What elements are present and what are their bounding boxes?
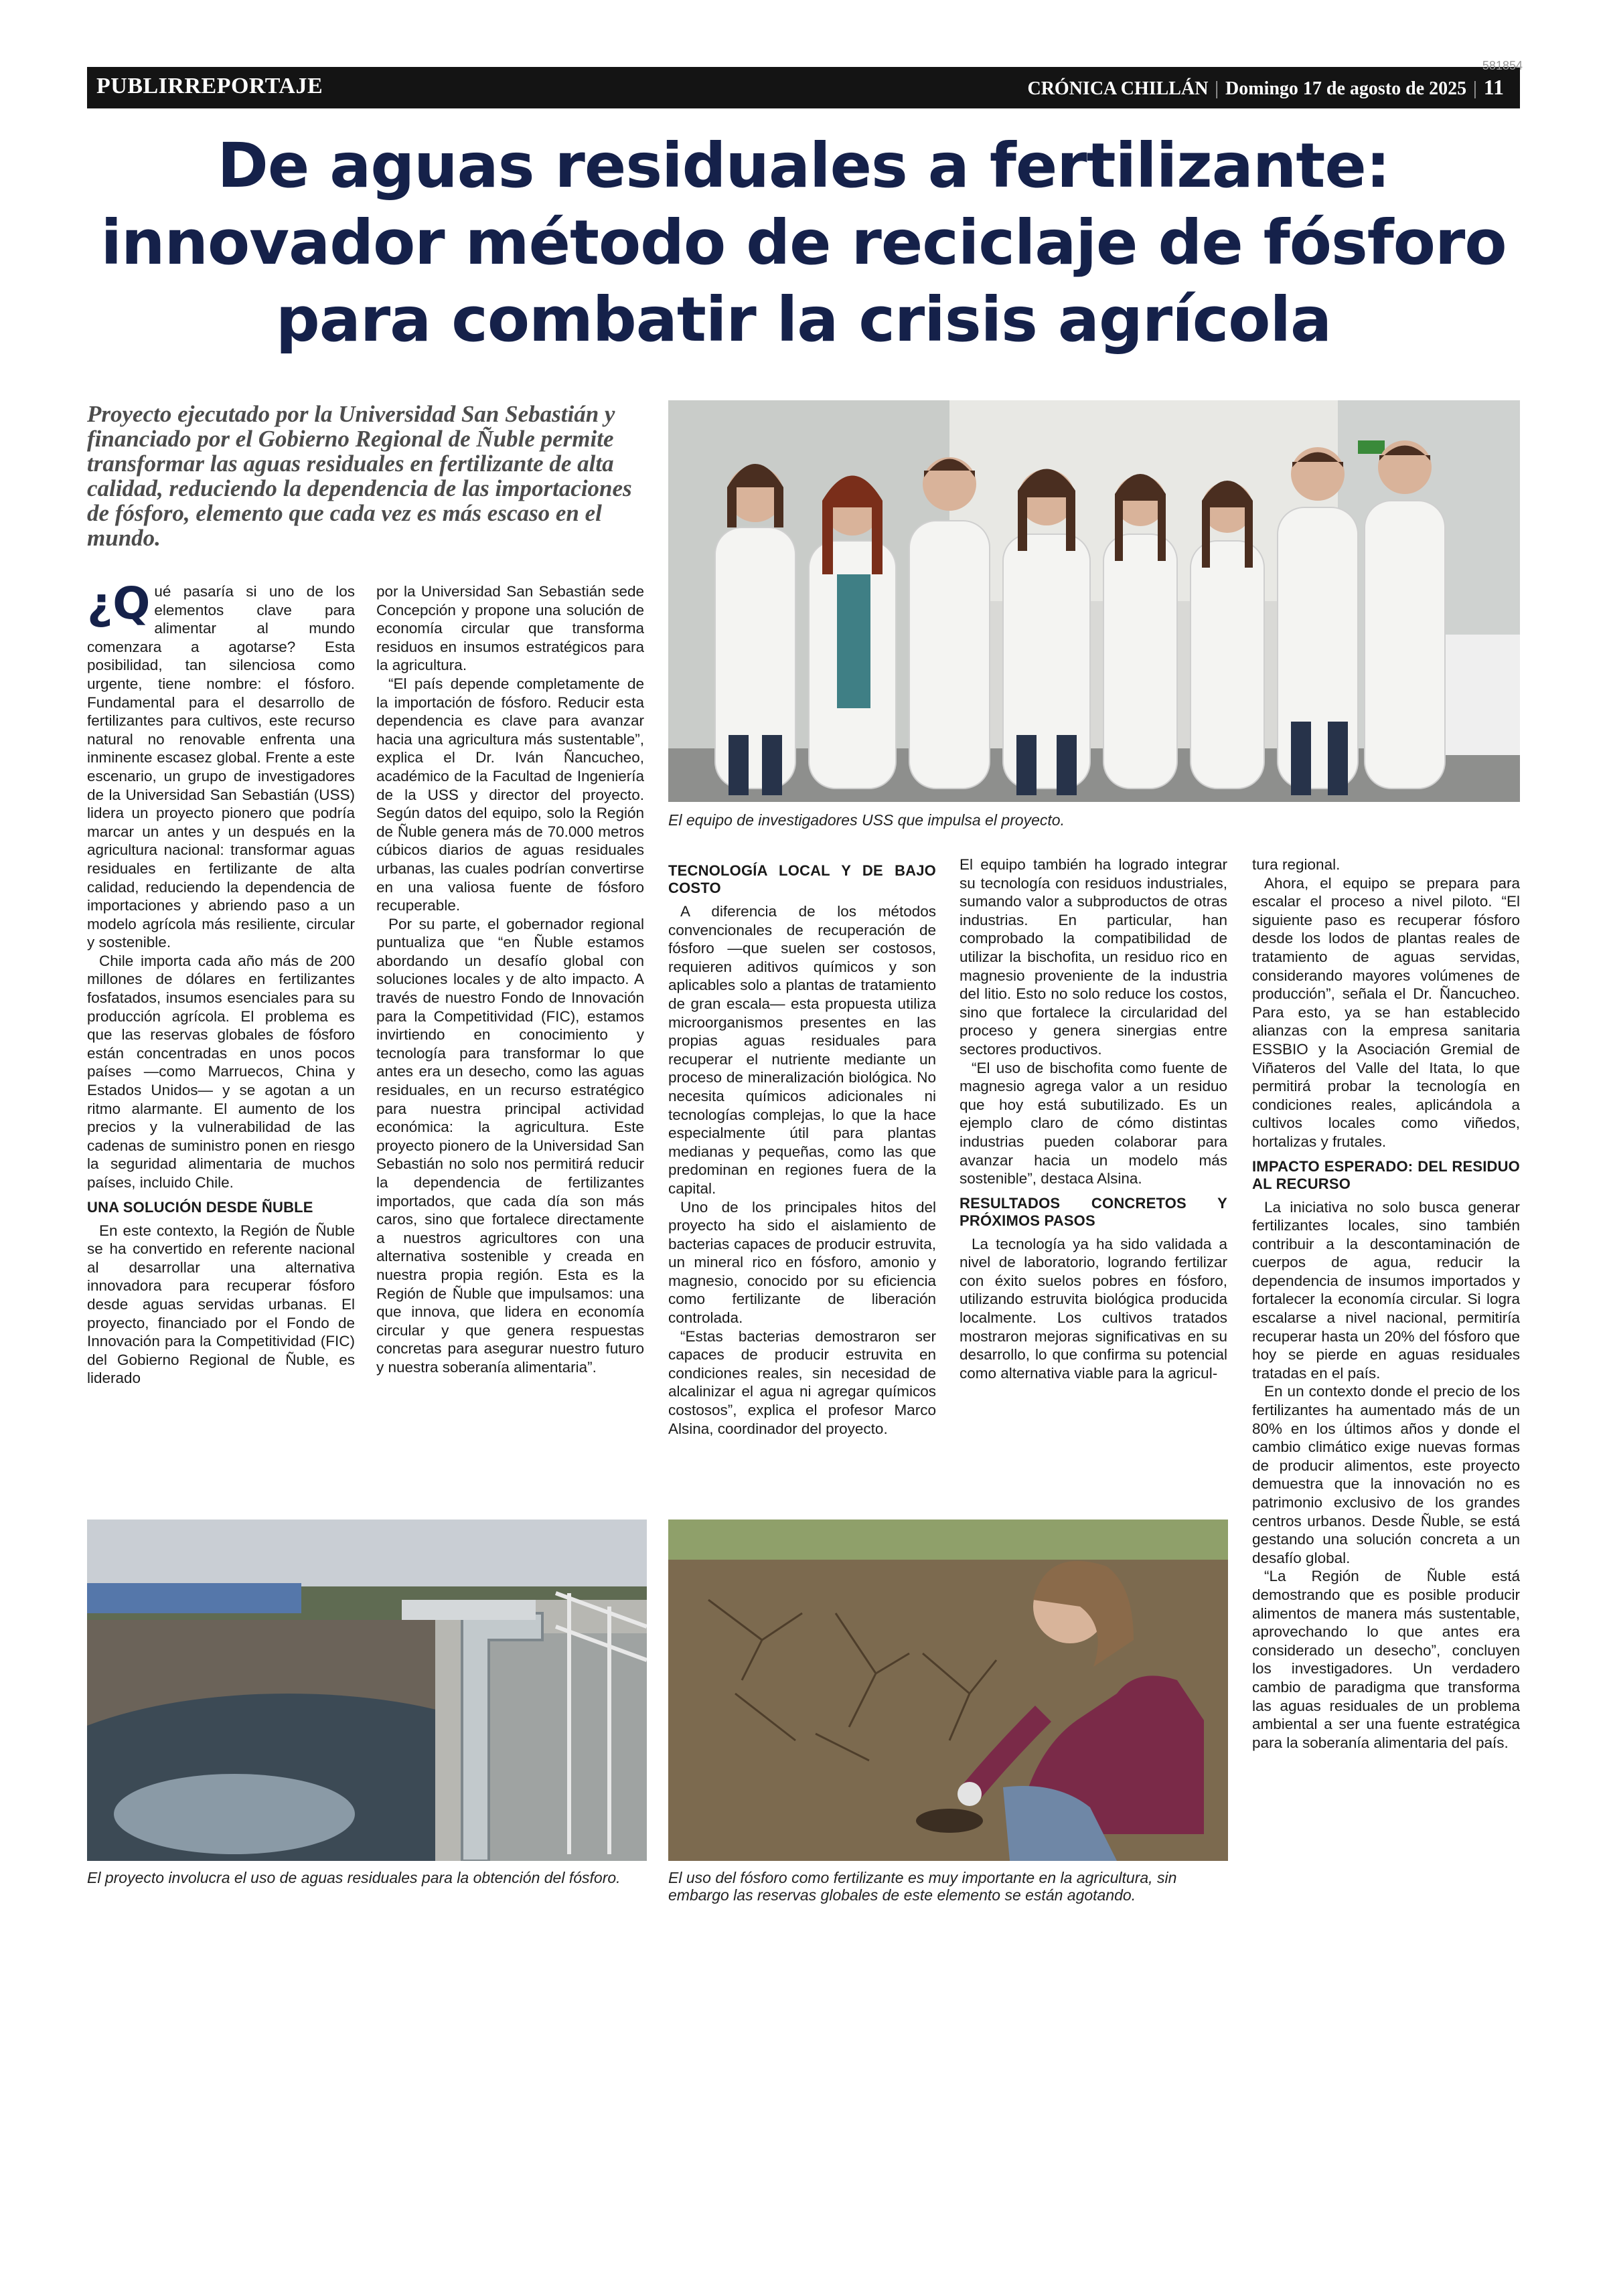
headline-line-3: para combatir la crisis agrícola [275, 284, 1332, 355]
divider: | [1215, 78, 1219, 99]
article-paragraph: Ahora, el equipo se prepara para escalar el proceso a nivel piloto. “El siguiente paso es recuperar fósforo desde los lodos de plantas reales de tratamiento de aguas servidas, considerando mayores volúmenes de producción”, señala el Dr. Ñancucheo. Para esto, ya se han establecido alianzas con la empresa sanitaria ESSBIO y la Asociación Gremial de Viñateros del Valle del Itata, lo que permitirá probar la tecnología en condiciones reales, aplicándola a cultivos locales como viñedos, hortalizas y frutales. [1252, 874, 1520, 1150]
article-paragraph: “Estas bacterias demostraron ser capaces de producir estruvita en condiciones reales, sin necesidad de alcalinizar el agua ni agregar químicos costosos”, explica el profesor Marco Alsina, coordinador del proyecto. [668, 1327, 936, 1437]
article-paragraph: Chile importa cada año más de 200 millones de dólares en fertilizantes fosfatados, insumos esenciales para su producción agrícola. El problema es que las reservas globales de fósforo están concentradas en unos pocos países —como Marruecos, China y Estados Unidos— y se agotan a un ritmo alarmante. El aumento de los precios y la vulnerabilidad de las cadenas de suministro ponen en riesgo la seguridad alimentaria de muchos países, incluido Chile. [87, 952, 355, 1191]
article-paragraph: La tecnología ya ha sido validada a nivel de laboratorio, logrando fertilizar con éxito suelos pobres en fósforo, utilizando estruvita biológica producida localmente. Los cultivos tratados mostraron mejoras significativas en su desarrollo, lo que confirma su potencial como alternativa viable para la agricul- [960, 1235, 1227, 1382]
section-label: PUBLIRREPORTAJE [96, 74, 323, 98]
team-photo-caption: El equipo de investigadores USS que impulsa el proyecto. [668, 811, 1065, 829]
issue-date: Domingo 17 de agosto de 2025 [1225, 78, 1467, 99]
headline-line-2: innovador método de reciclaje de fósforo [100, 207, 1507, 278]
article-paragraph: “El país depende completamente de la importación de fósforo. Reducir esta dependencia es clave para avanzar hacia una agricultura más sustentable”, explica el Dr. Iván Ñancucheo, académico de la Facultad de Ingeniería de la USS y director del proyecto. Según datos del equipo, solo la Región de Ñuble genera más de 70.000 metros cúbicos diarios de aguas residuales urbanas, las cuales podrían convertirse en una valiosa fuente de fósforo recuperable. [376, 675, 644, 914]
article-paragraph: tura regional. [1252, 856, 1341, 873]
wastewater-photo [87, 1520, 647, 1861]
article-paragraph: En este contexto, la Región de Ñuble se ha convertido en referente nacional al desarrollar una alternativa innovadora para recuperar fósforo desde aguas servidas urbanas. El proyecto, financiado por el Fondo de Innovación para la Competitividad (FIC) del Gobierno Regional de Ñuble, es liderado [87, 1222, 355, 1387]
paragraph-text: ué pasaría si uno de los elementos clave para alimentar al mundo comenzara a agotarse? Esta posibilidad, tan silenciosa como urgente, tiene nombre: el fósforo. Fundamental para el desarrollo de fertilizantes para cultivos, este recurso natural no renovable enfrenta una inminente escasez global. Frente a este escenario, un grupo de investigadores de la Universidad San Sebastián (USS) lidera un proyecto pionero que podría marcar un antes y un después en la agricultura nacional: transformar aguas residuales en fertilizante de alta calidad, reduciendo la dependencia de importaciones y abriendo paso a un modelo agrícola más resiliente, circular y sostenible. [87, 583, 355, 951]
article-paragraph: “El uso de bischofita como fuente de magnesio agrega valor a un residuo que hoy está subutilizado. Es un ejemplo claro de cómo distintas industrias pueden colaborar para avanzar hacia un modelo más sostenible”, destaca Alsina. [960, 1059, 1227, 1187]
field-photo-caption: El uso del fósforo como fertilizante es muy importante en la agricultura, sin embargo las reservas globales de este elemento se están agotando. [668, 1869, 1177, 1904]
newspaper-name: CRÓNICA CHILLÁN [1027, 78, 1209, 99]
article-paragraph: por la Universidad San Sebastián sede Concepción y propone una solución de economía circular que transforma residuos en insumos estratégicos para la agricultura. [376, 583, 644, 674]
article-paragraph: En un contexto donde el precio de los fertilizantes ha aumentado más de un 80% en los últimos años y donde el cambio climático exige nuevas formas de producir alimentos, este proyecto demuestra que la innovación no es patrimonio exclusivo de los grandes centros urbanos. Desde Ñuble, se está gestando una solución concreta a un desafío global. [1252, 1383, 1520, 1566]
headline-line-1: De aguas residuales a fertilizante: [217, 130, 1390, 201]
team-photo [668, 400, 1520, 802]
section-header-bar [87, 67, 1520, 108]
article-paragraph [87, 578, 355, 952]
article-column-2 [376, 582, 644, 1377]
drop-cap: ¿Q [87, 578, 151, 629]
article-column-5 [1252, 855, 1520, 1752]
article-column-4 [960, 855, 1227, 1382]
article-column-3 [668, 855, 936, 1438]
article-paragraph: A diferencia de los métodos convencionales de recuperación de fósforo —que suelen ser costosos, requieren aditivos químicos y son aplicables solo a plantas de tratamiento de gran escala— esta propuesta utiliza microorganismos presentes en las propias aguas residuales para recuperar el nutriente mediante un proceso de mineralización biológica. No necesita químicos adicionales ni tecnologías complejas, lo que la hace especialmente útil para plantas medianas y pequeñas, como las que predominan en regiones fuera de la capital. [668, 903, 936, 1197]
corner-code: 581854 [1482, 59, 1523, 72]
subheading: RESULTADOS CONCRETOS Y PRÓXIMOS PASOS [960, 1194, 1227, 1229]
subheading: UNA SOLUCIÓN DESDE ÑUBLE [87, 1198, 313, 1216]
headline [87, 127, 1520, 358]
lede: Proyecto ejecutado por la Universidad San Sebastián y financiado por el Gobierno Regional de Ñuble permite transformar las aguas residuales en fertilizante de alta calidad, reduciendo la dependencia de las importaciones de fósforo, elemento que cada vez es más escaso en el mundo. [87, 401, 632, 551]
article-column-1 [87, 578, 355, 1388]
article-paragraph: El equipo también ha logrado integrar su tecnología con residuos industriales, sumando valor a subproductos de otras industrias. En particular, han comprobado la compatibilidad de utilizar la bischofita, un residuo rico en magnesio proveniente de la industria del litio. Esto no solo reduce los costos, sino que fortalece la circularidad del proceso y genera sinergias entre sectores productivos. [960, 856, 1227, 1058]
article-paragraph: Por su parte, el gobernador regional puntualiza que “en Ñuble estamos abordando un desafío global con soluciones locales y de alto impacto. A través de nuestro Fondo de Innovación para la Competitividad (FIC), estamos invirtiendo en conocimiento y tecnología para transformar lo que antes era un desecho, como las aguas residuales, en un recurso estratégico para nuestra principal actividad económica: la agricultura. Este proyecto pionero de la Universidad San Sebastián no solo nos permitirá reducir la dependencia de fertilizantes importados, que cada día son más caros, sino que fortalece directamente a nuestros agricultores con una alternativa sostenible y creada en nuestra propia región. Esta es la Región de Ñuble que impulsamos: una que innova, que lidera en economía circular y que genera respuestas concretas para asegurar nuestro futuro y nuestra soberanía alimentaria”. [376, 915, 644, 1376]
divider: | [1473, 78, 1477, 99]
wastewater-photo-caption: El proyecto involucra el uso de aguas residuales para la obtención del fósforo. [87, 1869, 621, 1886]
subheading: TECNOLOGÍA LOCAL Y DE BAJO COSTO [668, 862, 936, 896]
article-paragraph: “La Región de Ñuble está demostrando que es posible producir alimentos de manera más sustentable, aprovechando lo que antes era considerado un desecho”, concluyen los investigadores. Un verdadero cambio de paradigma que transforma las aguas residuales de un problema ambiental a ser una fuente estratégica para la soberanía alimentaria del país. [1252, 1568, 1520, 1751]
article-paragraph: La iniciativa no solo busca generar fertilizantes locales, sino también contribuir a la descontaminación de cuerpos de agua, reducir la dependencia de insumos importados y fortalecer la economía circular. Si logra escalarse a nivel nacional, permitiría recuperar hasta un 20% del fósforo que hoy se pierde en aguas residuales tratadas en el país. [1252, 1198, 1520, 1382]
page-number: 11 [1483, 75, 1504, 99]
paper-info [1027, 75, 1504, 100]
article-paragraph: Uno de los principales hitos del proyecto ha sido el aislamiento de bacterias capaces de producir estruvita, un mineral rico en fósforo, amonio y magnesio, conocido por su eficiencia como fertilizante de liberación controlada. [668, 1198, 936, 1327]
field-photo [668, 1520, 1228, 1861]
subheading: IMPACTO ESPERADO: DEL RESIDUO AL RECURSO [1252, 1157, 1520, 1192]
